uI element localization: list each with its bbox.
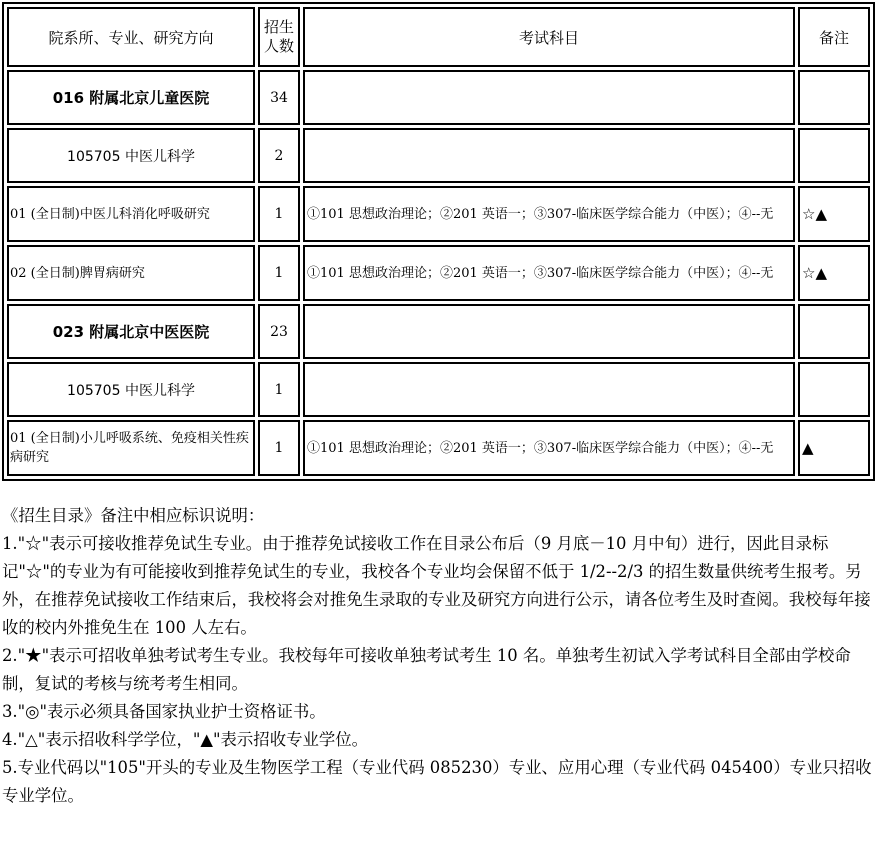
table-row (7, 304, 870, 359)
row-count: 34 (258, 70, 300, 125)
header-unit: 院系所、专业、研究方向 (7, 7, 255, 67)
header-remarks: 备注 (798, 7, 870, 67)
remarks-legend (2, 502, 876, 810)
row-name: 105705 中医儿科学 (7, 128, 255, 183)
row-name: 105705 中医儿科学 (7, 362, 255, 417)
row-subjects: ①101 思想政治理论；②201 英语一；③307-临床医学综合能力（中医）；④--无 (303, 420, 795, 476)
row-count: 1 (258, 362, 300, 417)
table-row (7, 362, 870, 417)
row-count: 23 (258, 304, 300, 359)
row-subjects (303, 70, 795, 125)
row-subjects: ①101 思想政治理论；②201 英语一；③307-临床医学综合能力（中医）；④--无 (303, 245, 795, 301)
row-subjects (303, 362, 795, 417)
row-remarks (798, 70, 870, 125)
header-count-line2: 人数 (263, 37, 294, 55)
row-count: 1 (258, 420, 300, 476)
row-name: 016 附属北京儿童医院 (7, 70, 255, 125)
row-count: 1 (258, 186, 300, 242)
row-remarks: ☆▲ (798, 245, 870, 301)
legend-item-1: 1."☆"表示可接收推荐免试生专业。由于推荐免试接收工作在目录公布后（9 月底－10 月中旬）进行，因此目录标记"☆"的专业为有可能接收到推荐免试生的专业，我校各个专业均会保留不低于 1/2--2/3 的招生数量供统考生报考。另外，在推荐免试接收工作结束后，我校将会对推免生录取的专业及研究方向进行公示，请各位考生及时查阅。我校每年接收的校内外推免生在 100 人左右。 (2, 534, 871, 637)
row-remarks (798, 362, 870, 417)
legend-item-2: 2."★"表示可招收单独考试考生专业。我校每年可接收单独考试考生 10 名。单独考生初试入学考试科目全部由学校命制，复试的考核与统考考生相同。 (2, 646, 851, 693)
row-remarks (798, 128, 870, 183)
row-subjects: ①101 思想政治理论；②201 英语一；③307-临床医学综合能力（中医）；④--无 (303, 186, 795, 242)
row-subjects (303, 304, 795, 359)
legend-item-3: 3."◎"表示必须具备国家执业护士资格证书。 (2, 702, 326, 721)
table-row (7, 420, 870, 476)
row-remarks: ☆▲ (798, 186, 870, 242)
row-name: 01 (全日制)小儿呼吸系统、免疫相关性疾病研究 (7, 420, 255, 476)
row-name: 01 (全日制)中医儿科消化呼吸研究 (7, 186, 255, 242)
row-count: 1 (258, 245, 300, 301)
legend-item-4: 4."△"表示招收科学学位，"▲"表示招收专业学位。 (2, 730, 369, 749)
header-count-line1: 招生 (263, 18, 294, 36)
admissions-catalog-table (2, 2, 875, 481)
table-header-row (7, 7, 870, 67)
table-row (7, 70, 870, 125)
header-count (258, 7, 300, 67)
legend-heading: 《招生目录》备注中相应标识说明： (2, 506, 265, 525)
row-remarks: ▲ (798, 420, 870, 476)
row-name: 02 (全日制)脾胃病研究 (7, 245, 255, 301)
row-name: 023 附属北京中医医院 (7, 304, 255, 359)
header-subjects: 考试科目 (303, 7, 795, 67)
row-subjects (303, 128, 795, 183)
table-row (7, 128, 870, 183)
table-row (7, 245, 870, 301)
row-remarks (798, 304, 870, 359)
table-row (7, 186, 870, 242)
row-count: 2 (258, 128, 300, 183)
legend-item-5: 5.专业代码以"105"开头的专业及生物医学工程（专业代码 085230）专业、应用心理（专业代码 045400）专业只招收专业学位。 (2, 758, 872, 805)
